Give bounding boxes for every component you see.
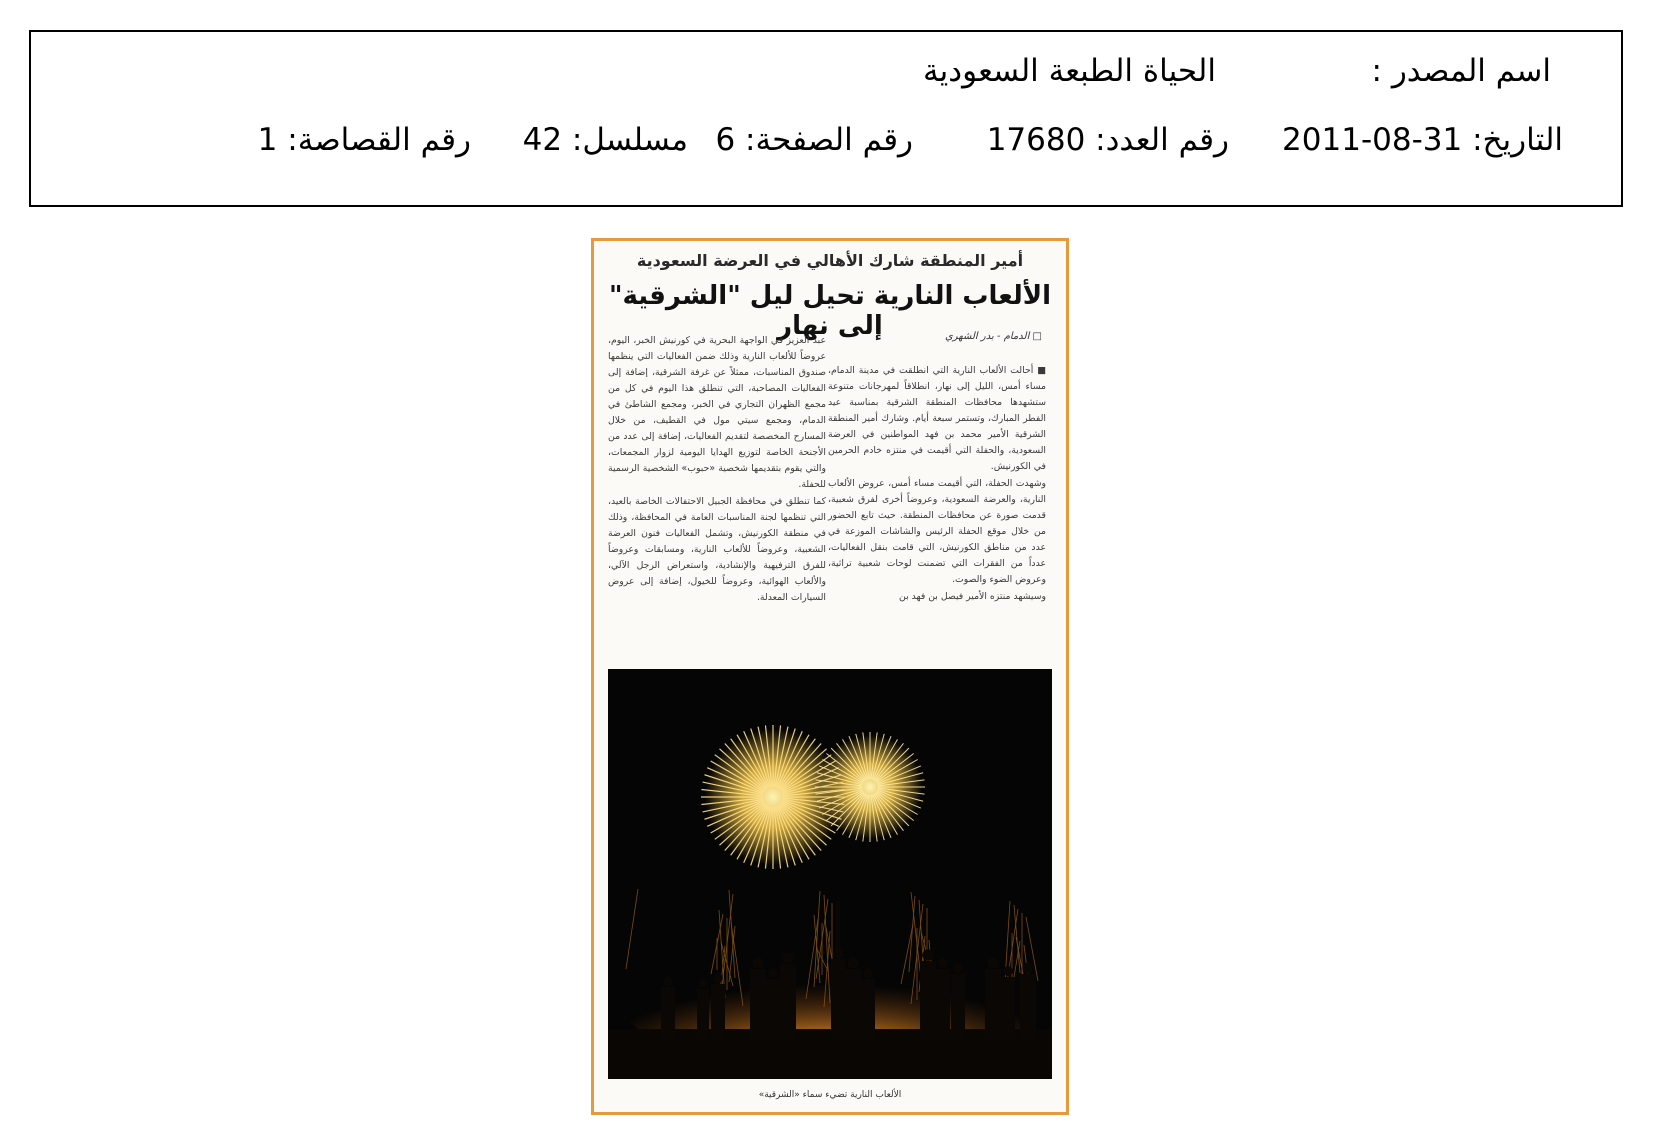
source-label: اسم المصدر : [1371,53,1551,89]
paragraph: ■ أحالت الألعاب النارية التي انطلقت في مدينة الدمام، مساء أمس، الليل إلى نهار، انطلاقاً لمهرجانات متنوعة ستشهدها محافظات المنطقة الشرقية بمناسبة عيد الفطر المبارك، وتستمر سبعة أيام. وشارك أمير المنطقة الشرقية الأمير محمد بن فهد المواطنين في العرضة السعودية، والحفلة التي أقيمت في منتزه خادم الحرمين في الكورنيش. [828,365,1046,472]
paragraph: وشهدت الحفلة، التي أقيمت مساء أمس، عروض الألعاب النارية، والعرضة السعودية، وعروضاً أخرى لفرق شعبية، قدمت صورة عن محافظات المنطقة. حيث تابع الحضور من خلال موقع الحفلة الرئيس والشاشات الموزعة في عدد من مناطق الكورنيش، التي قامت بنقل الفعاليات، عدداً من الفقرات التي تضمنت لوحات شعبية تراثية، وعروض الضوء والصوت. [828,478,1046,585]
paragraph: كما تنطلق في محافظة الجبيل الاحتفالات الخاصة بالعيد، التي تنظمها لجنة المناسبات العامة في المحافظة، وذلك في منطقة الكورنيش، وتشمل الفعاليات فنون العرضة الشعبية، وعروضاً للألعاب النارية، ومسابقات وعروضاً للفرق الترفيهية والإنشادية، واستعراض الرجل الآلي، والألعاب الهوائية، وعروضاً للخيول، إضافة إلى عروض السيارات المعدلة. [608,496,826,603]
article-column-left [608,333,826,607]
clip-number-field: رقم القصاصة: 1 [257,122,471,158]
serial-field: مسلسل: 42 [522,122,688,158]
fireworks-photo [608,669,1052,1079]
article-kicker: أمير المنطقة شارك الأهالي في العرضة السعودية [636,251,1024,270]
newspaper-clipping [591,238,1069,1115]
article-headline: الألعاب النارية تحيل ليل "الشرقية" إلى نهار [608,281,1052,341]
paragraph: عبد العزيز في الواجهة البحرية في كورنيش الخبر، اليوم، عروضاً للألعاب النارية وذلك ضمن الفعاليات التي ينظمها صندوق المناسبات، ممثلاً عن غرفة الشرقية، إضافة إلى الفعاليات المصاحبة، التي تنطلق هذا اليوم في كل من مجمع الظهران التجاري في الخبر، ومجمع الشاطئ في الدمام، ومجمع سيتي مول في القطيف، من خلال المسارح المخصصة لتقديم الفعاليات، إضافة إلى عدد من الأجنحة الخاصة لتوزيع الهدايا اليومية لزوار المجمعات، والتي يقوم بتقديمها شخصية «حبوب» الشخصية الرسمية للحفلة. [608,335,826,490]
issue-number-field: رقم العدد: 17680 [986,122,1229,158]
firework-burst-right [815,732,925,842]
page-number-field: رقم الصفحة: 6 [715,122,913,158]
photo-caption: الألعاب النارية تضيء سماء «الشرقية» [758,1090,902,1100]
source-metadata-box [29,30,1623,207]
article-byline: □ الدمام - بدر الشهري [944,331,1042,342]
paragraph: وسيشهد منتزه الأمير فيصل بن فهد بن [899,591,1046,602]
source-value: الحياة الطبعة السعودية [923,53,1216,89]
date-field: التاريخ: 31-08-2011 [1282,122,1563,158]
article-column-right [828,363,1046,606]
